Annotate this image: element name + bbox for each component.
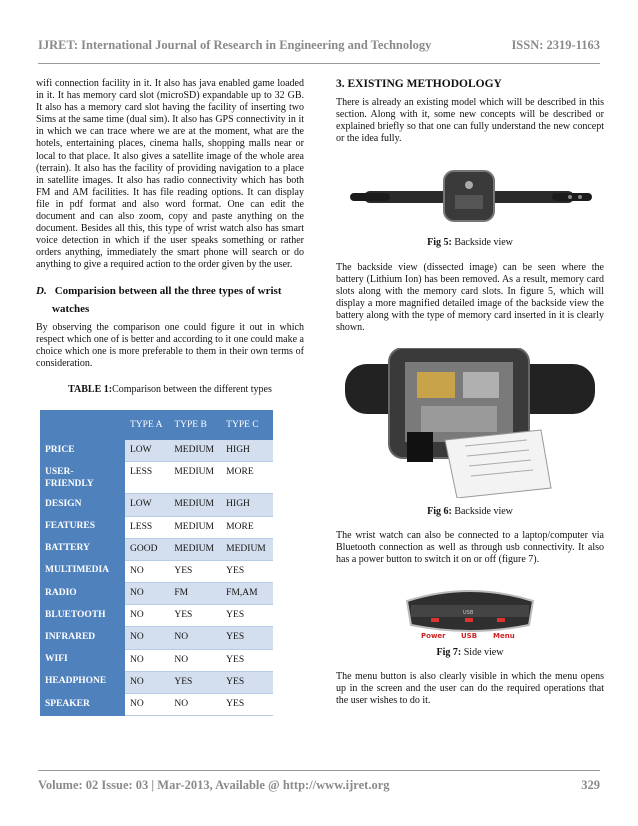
table-cell: YES [169, 560, 221, 582]
figure-6-caption [336, 506, 604, 518]
left-paragraph-2: By observing the comparison one could figure it out in which respect which one of is better and according to it one could make a choice which one is more preferable to them in their own terms of consideration. [36, 321, 304, 369]
table-cell: YES [221, 605, 273, 627]
table-cell: YES [221, 694, 273, 716]
journal-title: IJRET: International Journal of Research in Engineering and Technology [38, 38, 432, 52]
table-row-label: PRICE [40, 440, 125, 462]
figure-7-caption [336, 647, 604, 659]
table-cell: FM,AM [221, 583, 273, 605]
footer-volume [38, 778, 390, 793]
section-d-heading [36, 282, 304, 318]
table-header-row [40, 410, 273, 440]
table-row-label: USER-FRIENDLY [40, 462, 125, 494]
table-cell: FM [169, 583, 221, 605]
table-cell: MEDIUM [169, 462, 221, 494]
table-row-label: DESIGN [40, 494, 125, 516]
table-cell: NO [169, 649, 221, 671]
table-caption-text: Comparison between the different types [112, 383, 272, 395]
comparison-table [40, 410, 273, 716]
table-cell: MEDIUM [169, 538, 221, 560]
figure-7-body-text: USB [463, 609, 474, 616]
table-cell: YES [221, 649, 273, 671]
table-header-cell: TYPE A [125, 410, 169, 440]
footer-rule [38, 770, 600, 771]
table-row [40, 560, 273, 582]
right-column [336, 78, 604, 707]
table-row [40, 494, 273, 516]
table-row [40, 694, 273, 716]
table-header-cell: TYPE C [221, 410, 273, 440]
figure-5-image [344, 157, 596, 233]
table-cell: MEDIUM [221, 538, 273, 560]
figure-7-label-usb: USB [461, 631, 478, 640]
table-cell: MEDIUM [169, 440, 221, 462]
left-paragraph-1: wifi connection facility in it. It also has java enabled game loaded in it. It has memory card slot (microSD) expandable up to 32 GB. It also has a memory card slot having the facility of inserting two Sims at the same time (dual sim). It also has GPS connectivity in it in which we can trace where we are at the moment, what are the hotels, entertaining places, cinema halls, shopping malls near or local to that place. It also gives a satellite image of the whole area (terrain). It also has the facility of providing navigation to a place in satellite images. It also has radio connectivity which has both FM and AM facilities. It has file reading options. It can display file in pdf format and also word format. One can edit the document and can also zoom, copy and paste anything on the document. Besides all this, this type of wrist watch also has smart voice detection in which if the user speaks something or rather orders anything, immediately the smart phone will search or do anything to give a required action to the order given by the user. [36, 78, 304, 271]
table-row-label: WIFI [40, 649, 125, 671]
section-3-heading: 3. EXISTING METHODOLOGY [336, 78, 502, 90]
table-cell: NO [169, 627, 221, 649]
figure-5-label: Fig 5: [427, 237, 452, 249]
section-title-line-1: Comparision between all the three types of wrist [54, 284, 282, 297]
footer-volume-text: Volume: 02 Issue: 03 | Mar-2013, Available @ [38, 778, 283, 792]
page-number: 329 [581, 778, 600, 792]
table-row [40, 462, 273, 494]
table-row-label: HEADPHONE [40, 671, 125, 693]
table-row-label: INFRARED [40, 627, 125, 649]
section-letter: D. [36, 284, 47, 297]
page-header [38, 38, 600, 54]
table-cell: NO [169, 694, 221, 716]
right-paragraph-2: The backside view (dissected image) can be seen where the battery (Lithium Ion) has been removed. As a result, memory card slots along with the memory card slots. In figure 5, which will display a more magnified detailed image of the backside view the battery along with the type of memory card inserted in it is clearly shown. [336, 261, 604, 334]
section-title-line-2: watches [52, 302, 90, 315]
table-cell: NO [125, 627, 169, 649]
table-cell: NO [125, 694, 169, 716]
table-row [40, 605, 273, 627]
table-cell: MORE [221, 462, 273, 494]
table-cell: NO [125, 583, 169, 605]
table-cell: MEDIUM [169, 494, 221, 516]
figure-5-text: Backside view [451, 237, 513, 249]
table-cell: YES [221, 627, 273, 649]
figure-6-image [345, 348, 595, 498]
table-row-label: RADIO [40, 583, 125, 605]
table-row [40, 649, 273, 671]
right-paragraph-3: The wrist watch can also be connected to a laptop/computer via Bluetooth connection as well as through usb connectivity. It also has a power button to switch it on or off (figure 7). [336, 530, 604, 566]
table-row [40, 671, 273, 693]
table-cell: YES [221, 671, 273, 693]
figure-5-caption [336, 237, 604, 249]
figure-7-image [401, 581, 539, 641]
table-cell: HIGH [221, 494, 273, 516]
table-row-label: FEATURES [40, 516, 125, 538]
table-cell: NO [125, 649, 169, 671]
figure-7-text: Side view [461, 646, 504, 658]
table-row [40, 440, 273, 462]
table-header-cell: TYPE B [169, 410, 221, 440]
left-column [36, 78, 304, 716]
figure-7-label: Fig 7: [436, 646, 462, 658]
footer-url-link[interactable]: http://www.ijret.org [282, 778, 390, 792]
page-footer [38, 778, 600, 793]
header-rule [38, 63, 600, 64]
table-row-label: MULTIMEDIA [40, 560, 125, 582]
figure-7-label-power: Power [421, 631, 446, 640]
table-cell: YES [221, 560, 273, 582]
figure-6-text: Backside view [451, 506, 513, 518]
table-caption [36, 384, 304, 396]
table-cell: HIGH [221, 440, 273, 462]
table-row-label: BATTERY [40, 538, 125, 560]
table-cell: LESS [125, 462, 169, 494]
table-row-label: BLUETOOTH [40, 605, 125, 627]
figure-7-label-menu: Menu [493, 631, 515, 640]
table-cell: MORE [221, 516, 273, 538]
table-row-label: SPEAKER [40, 694, 125, 716]
table-caption-label: TABLE 1: [68, 383, 113, 395]
table-cell: LESS [125, 516, 169, 538]
right-paragraph-4: The menu button is also clearly visible in which the menu opens up in the screen and the user can do the required operations that the user wishes to do it. [336, 670, 604, 706]
table-cell: NO [125, 605, 169, 627]
table-row [40, 538, 273, 560]
table-row [40, 583, 273, 605]
right-paragraph-1: There is already an existing model which will be described in this section. Along with it, some new concepts will be described or explained briefly so that one can fully understand the new concept or the idea fully. [336, 97, 604, 145]
table-cell: MEDIUM [169, 516, 221, 538]
table-cell: NO [125, 560, 169, 582]
table-cell: YES [169, 605, 221, 627]
table-cell: GOOD [125, 538, 169, 560]
table-cell: YES [169, 671, 221, 693]
table-cell: NO [125, 671, 169, 693]
figure-6-label: Fig 6: [427, 506, 452, 518]
table-cell: LOW [125, 494, 169, 516]
table-row [40, 627, 273, 649]
table-cell: LOW [125, 440, 169, 462]
table-header-cell [40, 410, 125, 440]
issn: ISSN: 2319-1163 [511, 38, 600, 52]
table-row [40, 516, 273, 538]
